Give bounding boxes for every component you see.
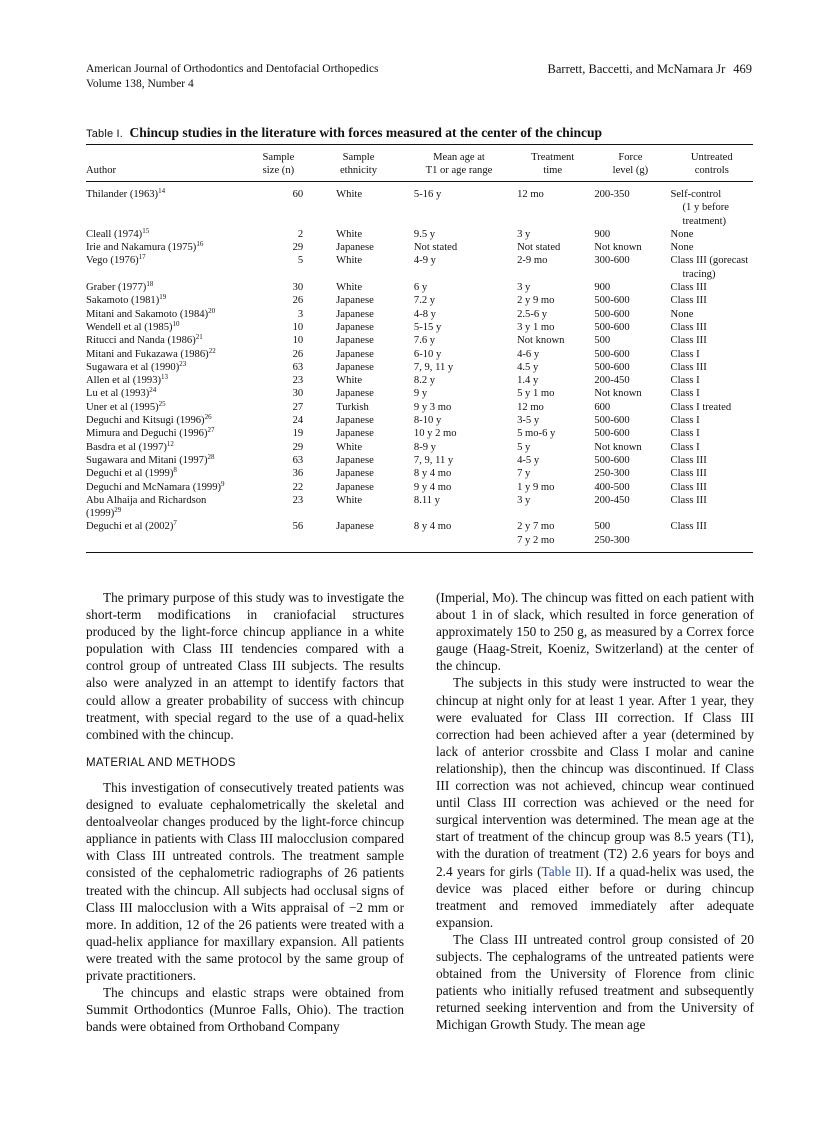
header-authors: Barrett, Baccetti, and McNamara Jr — [547, 62, 726, 76]
cell-age: 8 y 4 mo — [413, 468, 452, 480]
table-row — [86, 494, 753, 521]
cell-ethnicity: Japanese — [336, 454, 374, 466]
table-row — [86, 294, 753, 307]
cell-force: Not known — [594, 441, 642, 453]
cell-controls: Class I — [670, 415, 700, 427]
cell-age: 8 y 4 mo — [413, 521, 452, 533]
col-header-author: Author — [86, 145, 246, 182]
cell-ethnicity: White — [336, 494, 363, 506]
cell-force: 600 — [594, 401, 611, 413]
cell-author: Ritucci and Nanda $(1986)^{21}$ — [86, 333, 203, 347]
cell-force: 200-450 — [594, 494, 630, 506]
paragraph: The primary purpose of this study was to investigate the short-term modifications in craniofacial structures produced by the light-force chincup appliance in a white population with Class III tendencies compared with a control group of untreated Class III subjects. The results also were analyzed in an attempt to identify factors that could allow a greater probability of success with chincup treatment, with special regard to the use of a quad-helix combined with the chincup. — [86, 590, 404, 742]
cell-author: Deguchi and McNamara $(1999)^9$ — [86, 479, 225, 493]
reference-number: 20 — [208, 306, 216, 315]
reference-number: 27 — [207, 426, 215, 435]
cell-ethnicity: White — [336, 441, 363, 453]
cell-author: Mitani and Sakamoto $(1984)^{20}$ — [86, 306, 216, 320]
cell-controls: Class III — [670, 361, 707, 373]
cell-size: 2 — [297, 228, 304, 240]
table-row — [86, 454, 753, 467]
cell-controls — [667, 534, 753, 553]
cell-age: 10 y 2 mo — [413, 428, 457, 440]
cell-author: Thilander $(1963)^{14}$ — [86, 187, 166, 200]
cell-ethnicity: White — [336, 282, 363, 294]
body-column-right — [436, 589, 754, 1033]
cell-controls: None — [670, 228, 694, 240]
cell-controls: Class I — [670, 375, 700, 387]
cell-controls: Class III — [670, 295, 707, 307]
cell-age: 9 y 3 mo — [413, 401, 452, 413]
cell-author: Sugawara et al $(1990)^{23}$ — [86, 359, 187, 373]
cell-force: 500-600 — [594, 321, 630, 333]
reference-number: 18 — [146, 280, 154, 289]
cell-time: 1 y 9 mo — [517, 481, 555, 493]
literature-table — [86, 144, 753, 553]
cell-author: Wendell et al $(1985)^{10}$ — [86, 319, 180, 333]
table-caption — [86, 125, 602, 141]
cell-size: 29 — [292, 242, 304, 254]
reference-number: 24 — [149, 386, 157, 395]
cell-time: 7 y — [517, 468, 531, 480]
cell-force: 500 — [594, 335, 611, 347]
col-header-ethnicity: Sample ethnicity — [311, 145, 406, 182]
cell-time: 5 mo-6 y — [517, 428, 556, 440]
cell-size: 26 — [292, 348, 304, 360]
reference-number: 12 — [166, 439, 174, 448]
table-row — [86, 348, 753, 361]
cell-age: 6-10 y — [413, 348, 442, 360]
cell-force: 500-600 — [594, 348, 630, 360]
cell-time: 4-5 y — [517, 454, 540, 466]
cell-force: 500-600 — [594, 454, 630, 466]
cell-ethnicity — [311, 534, 406, 553]
cell-size: 22 — [292, 481, 304, 493]
cell-force: 500-600 — [594, 428, 630, 440]
table-row — [86, 374, 753, 387]
cell-size: 27 — [292, 401, 304, 413]
cell-size: 29 — [292, 441, 304, 453]
reference-number: 10 — [172, 319, 180, 328]
cell-force: Not known — [594, 388, 642, 400]
cell-size: 30 — [292, 282, 304, 294]
cell-age: 8.2 y — [413, 375, 436, 387]
cell-time: 7 y 2 mo — [517, 534, 555, 546]
reference-number: 7 — [173, 519, 177, 528]
cell-ethnicity: Japanese — [336, 242, 374, 254]
body-column-left — [86, 589, 404, 1035]
cell-ethnicity: Japanese — [336, 428, 374, 440]
cell-size: 19 — [292, 428, 304, 440]
cell-controls: Class III — [670, 481, 707, 493]
cell-age: Not stated — [413, 242, 458, 254]
reference-number: 15 — [142, 226, 150, 235]
cell-controls: Class I — [670, 428, 700, 440]
cell-age: 9 y 4 mo — [413, 481, 452, 493]
table-row — [86, 241, 753, 254]
cell-controls: Class III — [670, 468, 707, 480]
reference-number: 17 — [138, 253, 146, 262]
cell-time: 12 mo — [517, 401, 544, 413]
cell-ethnicity: White — [336, 228, 363, 240]
reference-number: 26 — [204, 413, 212, 422]
cell-author — [86, 534, 246, 553]
cell-time: 4-6 y — [517, 348, 540, 360]
table-row — [86, 228, 753, 241]
section-heading: MATERIAL AND METHODS — [86, 756, 236, 769]
cell-time: 3 y — [517, 494, 531, 506]
running-header-journal — [86, 62, 379, 92]
cell-time: 5 y — [517, 441, 531, 453]
cell-time: 2.5-6 y — [517, 308, 548, 320]
cell-size: 23 — [292, 375, 304, 387]
cell-time: Not stated — [517, 242, 561, 254]
cell-size: 5 — [297, 255, 304, 267]
cell-controls: Class III — [670, 321, 707, 333]
cell-time: 4.5 y — [517, 361, 539, 373]
cell-time: 12 mo — [517, 189, 544, 200]
cell-force: 900 — [594, 228, 611, 240]
cell-author: Sakamoto $(1981)^{19}$ — [86, 293, 167, 307]
cell-age — [406, 534, 512, 553]
table-label: Table I. — [86, 128, 124, 140]
table-title: Chincup studies in the literature with forces measured at the center of the chincup — [129, 125, 603, 140]
reference-number: 21 — [195, 333, 203, 342]
cell-size: 23 — [292, 494, 304, 506]
table-body — [86, 182, 753, 553]
cell-age: 9 y — [413, 388, 428, 400]
cell-time: 2 y 7 mo — [517, 521, 555, 533]
cell-size: 24 — [292, 415, 304, 427]
table-row — [86, 387, 753, 400]
cell-age: 4-8 y — [413, 308, 436, 320]
cell-force: Not known — [594, 242, 642, 254]
cell-age: 4-9 y — [413, 255, 436, 267]
cell-controls: Class III — [670, 521, 707, 533]
cell-time: 3-5 y — [517, 415, 540, 427]
table-row — [86, 308, 753, 321]
table-row — [86, 520, 753, 533]
cell-author: Sugawara and Mitani $(1997)^{28}$ — [86, 452, 215, 466]
cell-ethnicity: Japanese — [336, 321, 374, 333]
cell-size: 36 — [292, 468, 304, 480]
cell-time: 3 y — [517, 228, 531, 240]
cell-age: 8-9 y — [413, 441, 436, 453]
cell-ethnicity: Japanese — [336, 521, 374, 533]
cell-author: Uner et al $(1995)^{25}$ — [86, 399, 166, 413]
cell-ethnicity: White — [336, 375, 363, 387]
col-header-force: Force level (g) — [588, 145, 666, 182]
cell-force: 500-600 — [594, 415, 630, 427]
cell-controls: Class I — [670, 441, 700, 453]
table-row — [86, 441, 753, 454]
cell-time: 5 y 1 mo — [517, 388, 555, 400]
table-row — [86, 427, 753, 440]
cell-time: Not known — [517, 335, 565, 347]
cell-ethnicity: Japanese — [336, 468, 374, 480]
table-row — [86, 534, 753, 553]
cell-size: 26 — [292, 295, 304, 307]
cell-author: Lu et al $(1993)^{24}$ — [86, 386, 157, 400]
cell-force: 300-600 — [594, 255, 630, 267]
col-header-controls: Untreated controls — [667, 145, 753, 182]
col-header-age: Mean age at T1 or age range — [406, 145, 512, 182]
cell-force: 500 — [594, 521, 611, 533]
cell-force: 200-350 — [594, 189, 630, 200]
reference-number: 29 — [114, 506, 122, 515]
cell-force: 400-500 — [594, 481, 630, 493]
reference-number: 19 — [159, 293, 167, 302]
cell-author: Vego $(1976)^{17}$ — [86, 253, 146, 267]
table-row — [86, 182, 753, 228]
cell-size: 30 — [292, 388, 304, 400]
cell-age: 7, 9, 11 y — [413, 361, 454, 373]
cell-age: 7, 9, 11 y — [413, 454, 454, 466]
table-row — [86, 361, 753, 374]
cell-controls: Class III — [670, 335, 707, 347]
table-row — [86, 401, 753, 414]
cell-author: Deguchi et al $(2002)^7$ — [86, 519, 177, 533]
cell-force: 250-300 — [594, 468, 630, 480]
cell-author: Irie and Nakamura $(1975)^{16}$ — [86, 240, 204, 254]
cell-ethnicity: Japanese — [336, 388, 374, 400]
paragraph: The Class III untreated control group consisted of 20 subjects. The cephalograms of the untreated patients were obtained from the University of Florence from clinic patients who initially refused treatment and subsequently returned seeking intervention and from the University of Michigan Growth Study. The mean age — [436, 931, 754, 1033]
cell-size: 10 — [292, 335, 304, 347]
cell-age: 7.2 y — [413, 295, 436, 307]
reference-number: 22 — [208, 346, 216, 355]
cell-time: 3 y 1 mo — [517, 321, 555, 333]
cell-controls: Class III — [670, 454, 707, 466]
cell-ethnicity: Turkish — [336, 401, 369, 413]
cell-author: Deguchi and Kitsugi $(1996)^{26}$ — [86, 413, 212, 427]
table-ii-link[interactable]: Table II — [541, 863, 585, 879]
cell-author: Cleall $(1974)^{15}$ — [86, 226, 150, 240]
cell-author: Basdra et al $(1997)^{12}$ — [86, 439, 174, 453]
cell-controls: Class I — [670, 388, 700, 400]
cell-size: 63 — [292, 361, 304, 373]
col-header-time: Treatment time — [512, 145, 588, 182]
cell-age: 6 y — [413, 282, 428, 294]
col-header-size: Sample size (n) — [246, 145, 312, 182]
cell-ethnicity: Japanese — [336, 295, 374, 307]
cell-controls: Class III — [670, 494, 707, 506]
cell-controls: Class I treated — [670, 401, 732, 413]
cell-age: 5-16 y — [413, 189, 442, 200]
cell-ethnicity: Japanese — [336, 335, 374, 347]
cell-size: 3 — [297, 308, 304, 320]
cell-ethnicity: White — [336, 255, 363, 267]
reference-number: 16 — [196, 240, 204, 249]
paragraph: This investigation of consecutively treated patients was designed to evaluate cephalometrically the skeletal and dentoalveolar changes produced by the light-force chincup appliance in patients with Class III malocclusion compared with Class III untreated controls. The treatment sample consisted of the cephalometric radiographs of 26 patients treated with the chincup. All subjects had occlusal signs of Class III malocclusion with a Wits appraisal of −2 mm or more. In addition, 12 of the 26 patients were treated with a quad-helix appliance for maxillary expansion. All patients were treated with the same protocol by the same group of private practitioners. — [86, 779, 404, 983]
cell-author: Mitani and Fukazawa $(1986)^{22}$ — [86, 346, 216, 360]
table-row — [86, 414, 753, 427]
cell-size: 60 — [292, 189, 304, 200]
cell-age: 9.5 y — [413, 228, 436, 240]
table-header-row — [86, 145, 753, 182]
reference-number: 14 — [158, 187, 166, 195]
cell-force: 500-600 — [594, 295, 630, 307]
cell-force: 500-600 — [594, 308, 630, 320]
cell-force: 200-450 — [594, 375, 630, 387]
table-row — [86, 467, 753, 480]
table-row — [86, 481, 753, 494]
cell-author: Abu Alhaija and Richardson $(1999)^{29}$ — [86, 494, 207, 520]
cell-controls: Class I — [670, 348, 700, 360]
cell-author: Deguchi et al $(1999)^8$ — [86, 466, 177, 480]
cell-controls: Class III (gorecast tracing) — [670, 255, 749, 280]
table-row — [86, 334, 753, 347]
table-row — [86, 281, 753, 294]
cell-time: 1.4 y — [517, 375, 539, 387]
cell-size — [246, 534, 312, 553]
cell-size: 10 — [292, 321, 304, 333]
cell-author: Mimura and Deguchi $(1996)^{27}$ — [86, 426, 215, 440]
cell-time: 3 y — [517, 282, 531, 294]
cell-time: 2 y 9 mo — [517, 295, 555, 307]
paragraph: The subjects in this study were instructed to wear the chincup at night only for at least 1 year. After 1 year, they were evaluated for Class III correction. If Class III correction had been achieved after a year (determined by lack of anterior crossbite and Class I molar and canine relationship), then the chincup was discontinued. If Class III correction was not achieved, chincup wear continued until Class III correction was achieved or the need for surgical intervention was determined. The mean age at the start of treatment of the chincup group was 8.5 years (T1), with the duration of treatment (T2) 2.6 years for boys and 2.4 years for girls (Table II). If a quad-helix was used, the device was placed either before or during chincup treatment and removed immediately after adequate expansion. — [436, 675, 754, 930]
reference-number: 13 — [161, 373, 169, 382]
reference-number: 28 — [207, 452, 215, 461]
journal-volume: Volume 138, Number 4 — [86, 78, 194, 90]
cell-force: 250-300 — [594, 534, 630, 546]
cell-ethnicity: Japanese — [336, 308, 374, 320]
reference-number: 23 — [179, 359, 187, 368]
cell-age: 8-10 y — [413, 415, 442, 427]
cell-controls: Self-control (1 y before treatment) — [670, 189, 730, 227]
paragraph: (Imperial, Mo). The chincup was fitted on each patient with about 1 in of slack, which resulted in force generation of approximately 150 to 250 g, as measured by a Correx force gauge (Haag-Streit, Koeniz, Switzerland) at the center of the chincup. — [436, 590, 754, 674]
cell-size: 63 — [292, 454, 304, 466]
cell-age: 7.6 y — [413, 335, 436, 347]
paragraph: The chincups and elastic straps were obtained from Summit Orthodontics (Munroe Falls, Ohio). The traction bands were obtained from Orthoband Company — [86, 985, 404, 1035]
cell-ethnicity: Japanese — [336, 481, 374, 493]
cell-time: 2-9 mo — [517, 255, 548, 267]
cell-author: Graber $(1977)^{18}$ — [86, 280, 154, 294]
cell-controls: None — [670, 242, 694, 254]
cell-force: 500-600 — [594, 361, 630, 373]
cell-age: 8.11 y — [413, 494, 440, 506]
cell-size: 56 — [292, 521, 304, 533]
cell-age: 5-15 y — [413, 321, 442, 333]
cell-author: Allen et al $(1993)^{13}$ — [86, 373, 169, 387]
cell-force: 900 — [594, 282, 611, 294]
table-row — [86, 321, 753, 334]
reference-number: 8 — [173, 466, 177, 475]
cell-ethnicity: Japanese — [336, 348, 374, 360]
cell-ethnicity: Japanese — [336, 361, 374, 373]
cell-ethnicity: Japanese — [336, 415, 374, 427]
journal-title: American Journal of Orthodontics and Dentofacial Orthopedics — [86, 63, 379, 75]
reference-number: 25 — [158, 399, 166, 408]
cell-controls: None — [670, 308, 694, 320]
cell-controls: Class III — [670, 282, 707, 294]
cell-ethnicity: White — [336, 189, 363, 200]
page-number: 469 — [733, 62, 752, 76]
table-row — [86, 254, 753, 281]
reference-number: 9 — [221, 479, 225, 488]
running-header-authors — [548, 62, 752, 77]
